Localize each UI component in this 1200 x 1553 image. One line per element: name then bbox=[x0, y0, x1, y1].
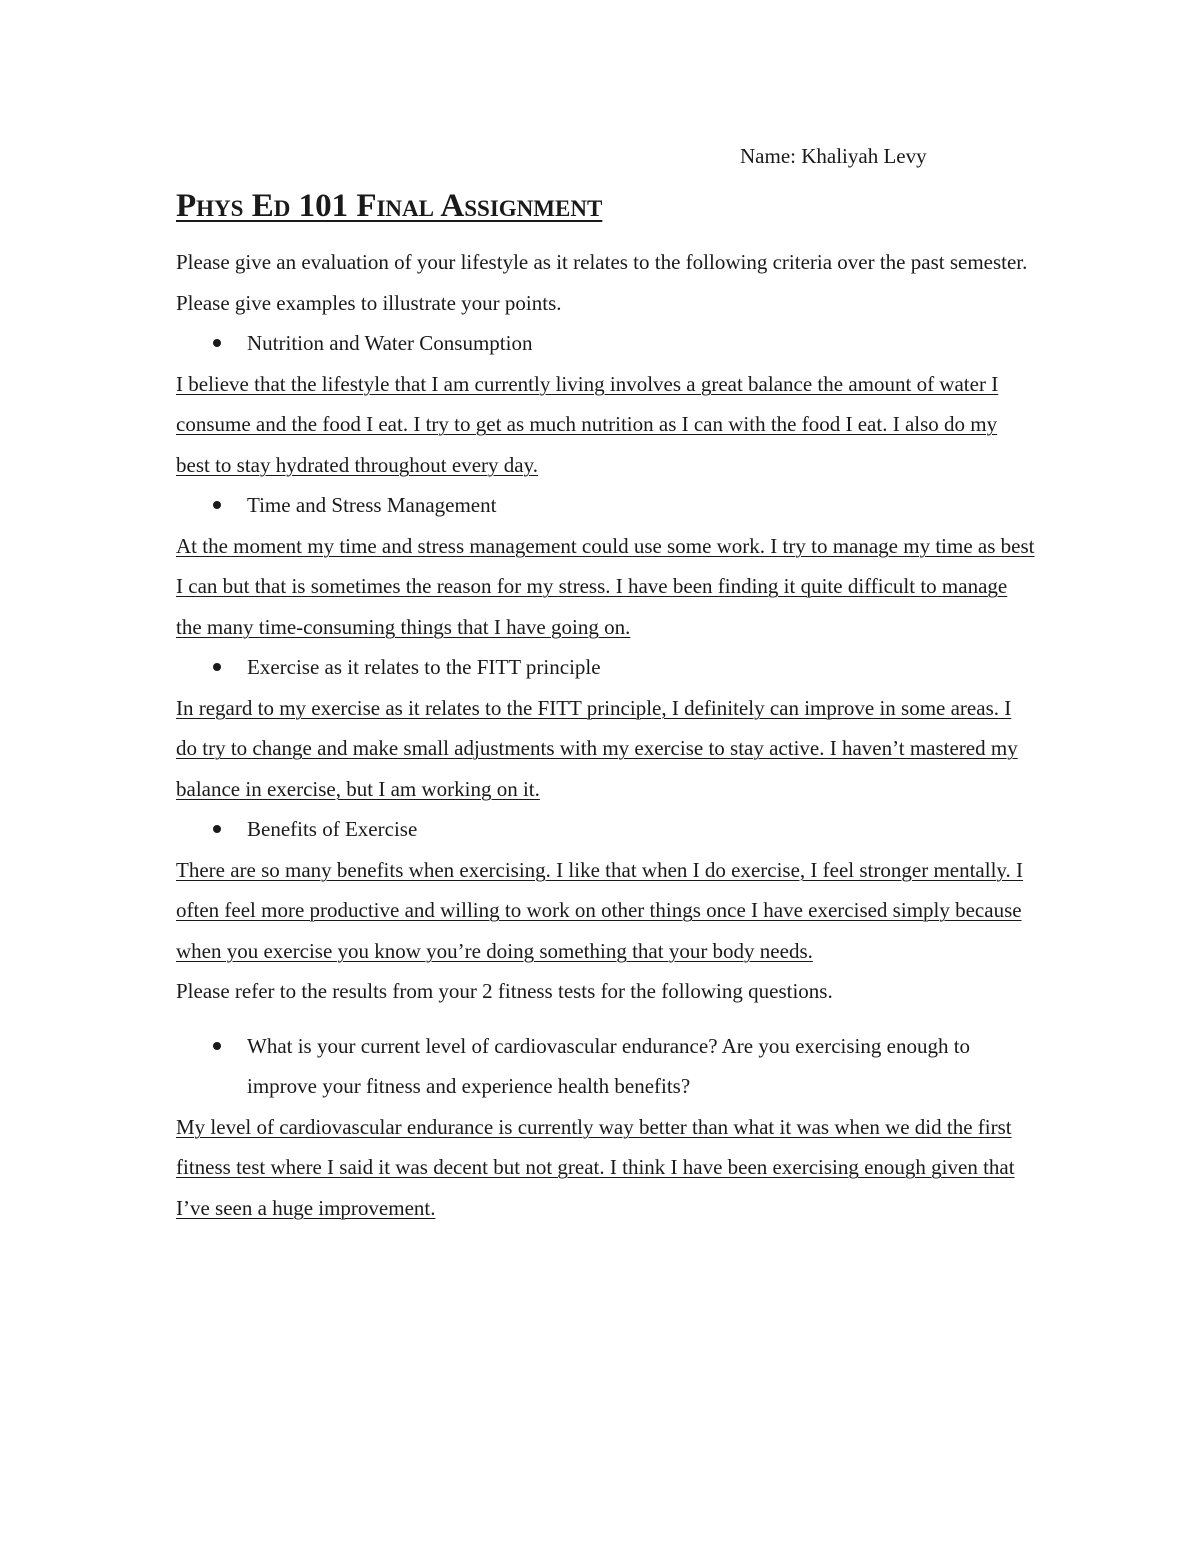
student-name: Name: Khaliyah Levy bbox=[740, 144, 927, 168]
bullet-text: Nutrition and Water Consumption bbox=[247, 331, 533, 355]
answer-benefits: There are so many benefits when exercising. I like that when I do exercise, I feel stronger mentally. I often feel more productive and willing to work on other things once I have exercised simply because when you exercise you know you’re doing something that your body needs. bbox=[176, 857, 1024, 963]
bullet-item-cardio-question bbox=[176, 1026, 1036, 1107]
fitness-intro-paragraph: Please refer to the results from your 2 fitness tests for the following questions. bbox=[176, 979, 833, 1003]
bullet-icon bbox=[176, 485, 247, 526]
bullet-text: What is your current level of cardiovascular endurance? Are you exercising enough to improve your fitness and experience health benefits? bbox=[247, 1033, 971, 1098]
bullet-icon bbox=[176, 809, 247, 850]
bullet-item-benefits bbox=[176, 809, 1036, 850]
bullet-item-fitt bbox=[176, 647, 1036, 688]
answer-nutrition: I believe that the lifestyle that I am currently living involves a great balance the amount of water I consume and the food I eat. I try to get as much nutrition as I can with the food I eat. I also do my best to stay hydrated throughout every day. bbox=[176, 371, 999, 477]
answer-fitt: In regard to my exercise as it relates to the FITT principle, I definitely can improve in some areas. I do try to change and make small adjustments with my exercise to stay active. I haven’t mastered my balance in exercise, but I am working on it. bbox=[176, 695, 1018, 801]
bullet-text: Exercise as it relates to the FITT principle bbox=[247, 655, 601, 679]
answer-cardio: My level of cardiovascular endurance is currently way better than what it was when we did the first fitness test where I said it was decent but not great. I think I have been exercising enough given that I’ve seen a huge improvement. bbox=[176, 1114, 1015, 1220]
spacer bbox=[176, 1012, 1036, 1026]
bullet-icon bbox=[176, 647, 247, 688]
bullet-text: Benefits of Exercise bbox=[247, 817, 418, 841]
bullet-icon bbox=[176, 323, 247, 364]
assignment-body bbox=[176, 184, 1036, 1228]
intro-paragraph: Please give an evaluation of your lifestyle as it relates to the following criteria over the past semester. Please give examples to illustrate your points. bbox=[176, 250, 1028, 315]
bullet-icon bbox=[176, 1026, 247, 1067]
bullet-text: Time and Stress Management bbox=[247, 493, 497, 517]
bullet-item-time-stress bbox=[176, 485, 1036, 526]
bullet-item-nutrition bbox=[176, 323, 1036, 364]
answer-time-stress: At the moment my time and stress management could use some work. I try to manage my time as best I can but that is sometimes the reason for my stress. I have been finding it quite difficult to manage the many time-consuming things that I have going on. bbox=[176, 533, 1035, 639]
assignment-title: Phys Ed 101 Final Assignment bbox=[176, 188, 603, 224]
